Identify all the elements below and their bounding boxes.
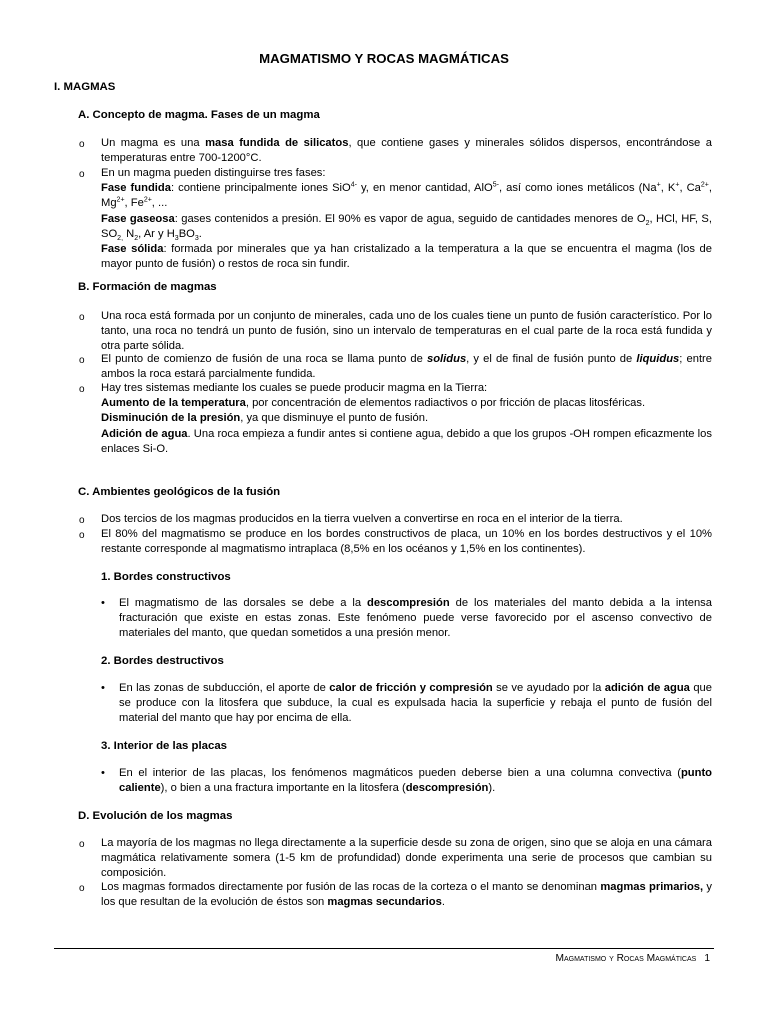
circle-bullet-icon: o — [79, 312, 85, 323]
heading-bordes-destructivos: 2. Bordes destructivos — [101, 655, 224, 667]
bullet-icon: • — [101, 767, 105, 779]
circle-bullet-icon: o — [79, 384, 85, 395]
footer-title: Magmatismo y Rocas Magmáticas — [555, 953, 697, 964]
list-item: o Dos tercios de los magmas producidos en la tierra vuelven a convertirse en roca en el interior de la tierra. — [79, 513, 623, 526]
section-heading-magmas: I. MAGMAS — [54, 81, 116, 93]
heading-interior-placas: 3. Interior de las placas — [101, 740, 227, 752]
page-footer — [556, 952, 711, 966]
document-title: MAGMATISMO Y ROCAS MAGMÁTICAS — [259, 51, 509, 66]
bullet-icon: • — [101, 597, 105, 609]
list-item: o El 80% del magmatismo se produce en los bordes constructivos de placa, un 10% en los bordes destructivos y el 10% restante corresponde al magmatismo intraplaca (8,5% en los océanos y 1,5% en los continentes). — [79, 528, 712, 556]
circle-bullet-icon: o — [79, 883, 85, 894]
circle-bullet-icon: o — [79, 515, 85, 526]
heading-bordes-constructivos: 1. Bordes constructivos — [101, 571, 231, 583]
list-item: o Un magma es una masa fundida de silicatos, que contiene gases y minerales sólidos dispersos, encontrándose a temperaturas entre 700-1200°C. — [79, 137, 712, 165]
page-number: 1 — [704, 953, 710, 964]
circle-bullet-icon: o — [79, 839, 85, 850]
list-item: • El magmatismo de las dorsales se debe a la descompresión de los materiales del manto debida a la intensa fracturación que existe en estas zonas. Este fenómeno puede verse favorecido por el ascenso convectivo de materiales del manto, que quedan sometidos a una presión menor. — [101, 597, 712, 640]
list-item: o El punto de comienzo de fusión de una roca se llama punto de solidus, y el de final de fusión punto de liquidus; entre ambos la roca estará parcialmente fundida. — [79, 353, 712, 381]
heading-evolucion-magmas: D. Evolución de los magmas — [78, 810, 233, 822]
list-item: o Una roca está formada por un conjunto de minerales, cada uno de los cuales tiene un punto de fusión característico. Por lo tanto, una roca no tendrá un punto de fusión, sino un intervalo de temperaturas en el cual parte de la roca está fundida y otra parte sólida. — [79, 310, 712, 353]
heading-concepto-magma: A. Concepto de magma. Fases de un magma — [78, 109, 320, 121]
list-item: • En las zonas de subducción, el aporte de calor de fricción y compresión se ve ayudado por la adición de agua que se produce con la litosfera que subduce, la cual es expulsada hacia la superficie y rebaja el punto de fusión del material del manto que hay por encima de ella. — [101, 682, 712, 725]
circle-bullet-icon: o — [79, 169, 85, 180]
circle-bullet-icon: o — [79, 139, 85, 150]
heading-formacion-magmas: B. Formación de magmas — [78, 281, 217, 293]
heading-ambientes-geologicos: C. Ambientes geológicos de la fusión — [78, 486, 281, 498]
circle-bullet-icon: o — [79, 530, 85, 541]
bullet-icon: • — [101, 682, 105, 694]
list-item: o La mayoría de los magmas no llega directamente a la superficie desde su zona de origen, sino que se aloja en una cámara magmática relativamente somera (1-5 km de profundidad) donde experimenta una serie de procesos que cambian su composición. — [79, 837, 712, 880]
circle-bullet-icon: o — [79, 355, 85, 366]
list-item: o Hay tres sistemas mediante los cuales se puede producir magma en la Tierra: Aumento de la temperatura, por concentración de elementos radiactivos o por fricción de placas litosféricas. Disminución de la presión, ya que disminuye el punto de fusión. Adición de agua. Una roca empieza a fundir antes si contiene agua, debido a que los grupos -OH rompen eficazmente los enlaces Si-O. — [79, 382, 712, 455]
list-item: o Los magmas formados directamente por fusión de las rocas de la corteza o el manto se denominan magmas primarios, y los que resultan de la evolución de éstos son magmas secundarios. — [79, 881, 712, 909]
list-item: o En un magma pueden distinguirse tres fases: Fase fundida: contiene principalmente iones SiO$^{4-}$ y, en menor cantidad, AlO$^{5-}$, así como iones metálicos (Na+, K+, $Ca^{2+}$, $Mg^{2+}$, $Fe^{2+}$, ... Fase gaseosa: gases contenidos a presión. El 90% es vapor de agua, seguido de cantidades menores de $O_2$, HCl, HF, S, $SO_{2,}$ $N_2$, Ar y $H_3BO_3$. Fase sólida: formada por minerales que ya han cristalizado a la temperatura a la que se encuentra el magma (los de mayor punto de fusión) o restos de roca sin fundir. — [79, 167, 712, 271]
list-item: • En el interior de las placas, los fenómenos magmáticos pueden deberse bien a una columna convectiva (punto caliente), o bien a una fractura importante en la litosfera (descompresión). — [101, 767, 712, 795]
footer-divider — [54, 948, 714, 949]
